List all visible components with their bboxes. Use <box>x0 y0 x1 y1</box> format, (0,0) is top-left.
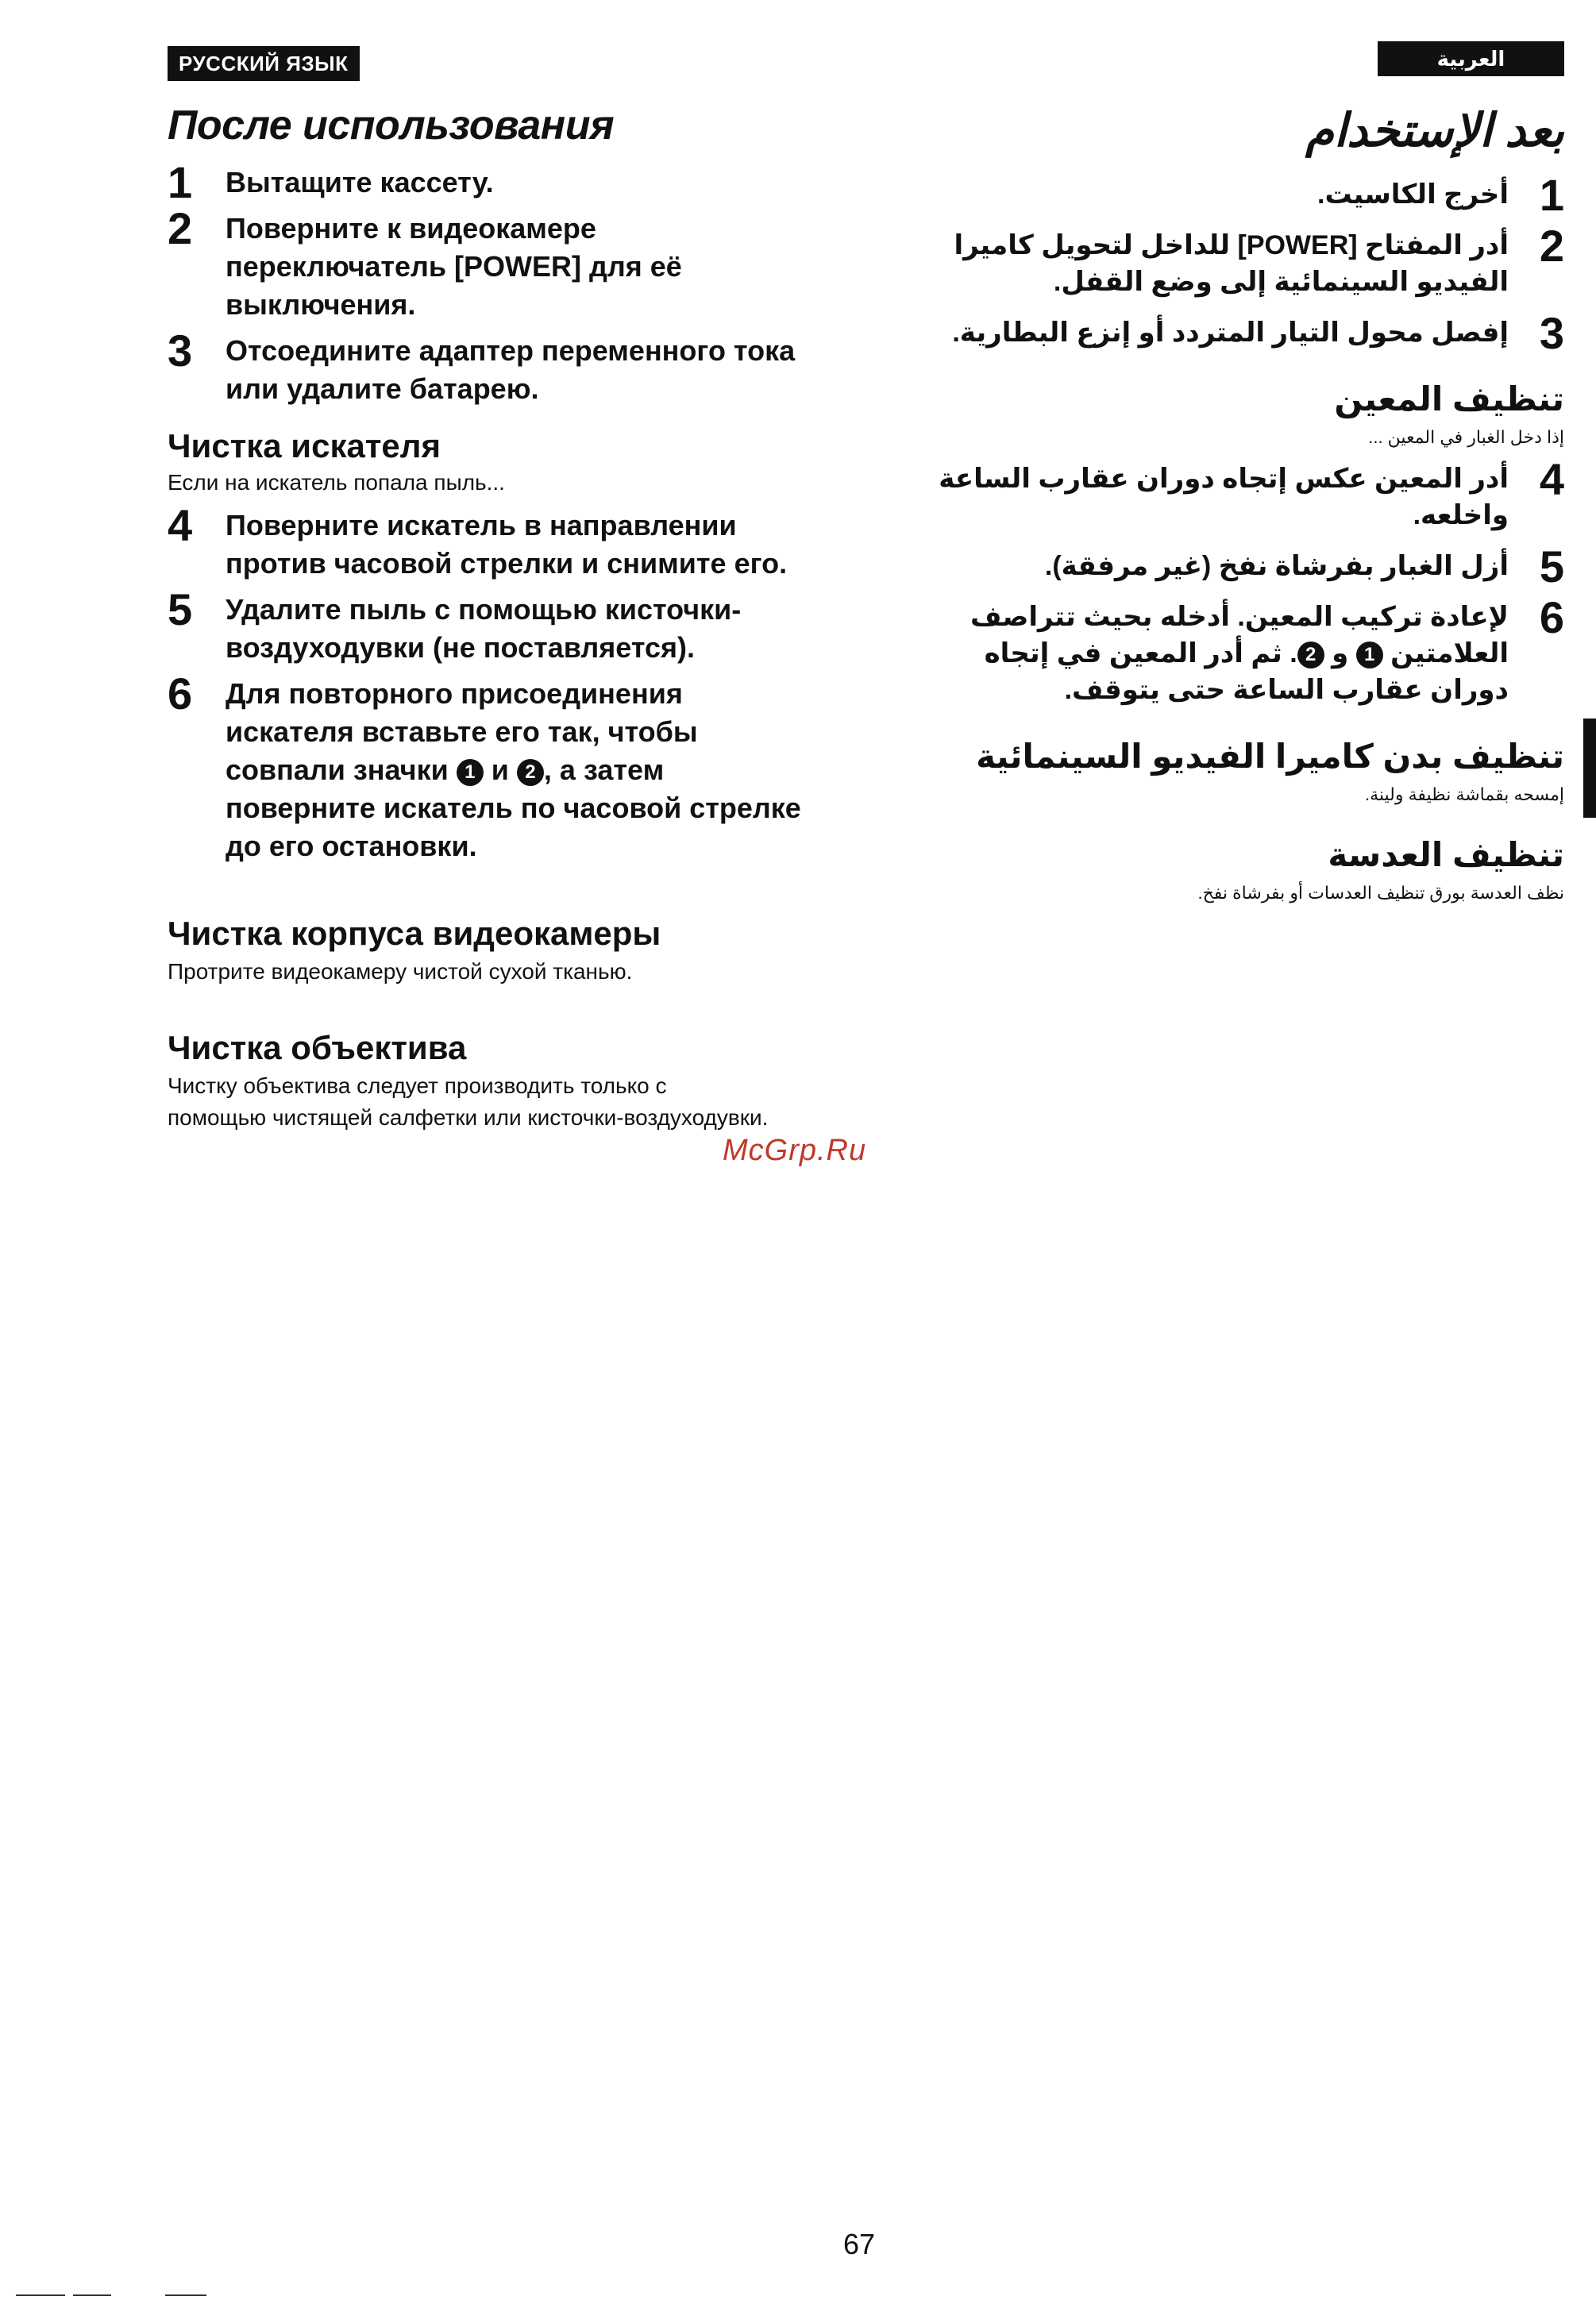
ar-body-text: إمسحه بقماشة نظيفة ولينة. <box>1364 784 1564 804</box>
step-text: Вытащите кассету. <box>226 166 494 198</box>
footer-rule <box>165 2294 206 2296</box>
step-number: 3 <box>168 326 193 376</box>
step-number: 6 <box>168 668 193 719</box>
ar-step-1 <box>929 170 1564 220</box>
ru-body-text: Протрите видеокамеру чистой сухой тканью. <box>168 959 633 984</box>
footer-rule <box>16 2294 65 2296</box>
step-text: أدر المفتاح [POWER] للداخل لتحويل كاميرا الفيديو السينمائية إلى وضع القفل. <box>954 230 1509 297</box>
step-text: Поверните искатель в направлении против часовой стрелки и снимите его. <box>226 509 788 580</box>
step-number: 1 <box>1539 170 1564 220</box>
mark-1-icon: 1 <box>457 759 484 786</box>
step-number: 4 <box>1539 454 1564 504</box>
ar-viewfinder-intro: إذا دخل الغبار في المعين ... <box>1368 427 1564 447</box>
watermark: McGrp.Ru <box>723 1134 867 1167</box>
step-text-pre: لإعادة تركيب المعين. أدخله بحيث تتراصف العلامتين <box>970 602 1509 668</box>
step-text: إفصل محول التيار المتردد أو إنزع البطارية. <box>952 318 1509 348</box>
mark-1-icon: 1 <box>1356 641 1383 668</box>
ru-lens-text: Чистку объектива следует производить только с помощью чистящей салфетки или кисточки-воздуходувки. <box>168 1073 769 1130</box>
step-number: 2 <box>168 203 193 253</box>
step-text: أزل الغبار بفرشاة نفخ (غير مرفقة). <box>1044 551 1509 581</box>
ar-step-2 <box>929 221 1564 300</box>
mark-2-icon: 2 <box>1297 641 1324 668</box>
step-text: أخرج الكاسيت. <box>1317 179 1509 210</box>
ar-step-3 <box>929 308 1564 358</box>
step-text: Удалите пыль с помощью кисточки-воздуходувки (не поставляется). <box>226 593 742 664</box>
step-number: 1 <box>168 157 193 207</box>
ar-lens-text: نظف العدسة بورق تنظيف العدسات أو بفرشاة نفخ. <box>1197 883 1564 903</box>
ru-viewfinder-heading: Чистка искателя <box>168 427 441 464</box>
side-tab-marker <box>1583 719 1596 818</box>
russian-language-tab: РУССКИЙ ЯЗЫК <box>168 46 360 81</box>
step-number: 5 <box>1539 541 1564 591</box>
ru-body-heading: Чистка корпуса видеокамеры <box>168 915 661 952</box>
ru-step-6 <box>168 668 819 865</box>
ru-page-title: После использования <box>168 102 615 148</box>
step-text: أدر المعين عكس إتجاه دوران عقارب الساعة واخلعه. <box>939 464 1509 530</box>
arabic-language-tab: العربية <box>1378 41 1564 76</box>
arabic-column <box>929 95 1564 905</box>
ar-body-heading: تنظيف بدن كاميرا الفيديو السينمائية <box>976 738 1564 775</box>
footer-rule <box>73 2294 111 2296</box>
ar-step-6 <box>929 592 1564 708</box>
ar-lens-heading: تنظيف العدسة <box>1328 836 1564 873</box>
step-text: Отсоедините адаптер переменного тока или удалите батарею. <box>226 334 796 405</box>
step-text-pre: Для повторного присоединения искателя вставьте его так, чтобы совпали значки <box>226 677 698 786</box>
ru-step-5 <box>168 584 819 667</box>
step-number: 4 <box>168 500 193 550</box>
page-number: 67 <box>843 2228 876 2260</box>
ru-step-1 <box>168 157 819 207</box>
step-text: Поверните к видеокамере переключатель [POWER] для её выключения. <box>226 212 682 321</box>
step-text-post: . ثم أدر المعين في إتجاه دوران عقارب الساعة حتى يتوقف. <box>984 638 1509 705</box>
ru-viewfinder-intro: Если на искатель попала пыль... <box>168 470 505 495</box>
step-text-post: , а затем поверните искатель по часовой стрелке до его остановки. <box>226 753 801 862</box>
step-number: 3 <box>1539 308 1564 358</box>
russian-column <box>168 95 819 1134</box>
ru-lens-heading: Чистка объектива <box>168 1029 467 1066</box>
ar-page-title: بعد الإستخدام <box>1305 105 1564 156</box>
step-number: 2 <box>1539 221 1564 271</box>
ar-step-5 <box>929 541 1564 591</box>
ru-step-2 <box>168 203 819 324</box>
ar-viewfinder-heading: تنظيف المعين <box>1334 380 1564 418</box>
ru-step-3 <box>168 326 819 408</box>
step-number: 5 <box>168 584 193 634</box>
mark-2-icon: 2 <box>517 759 544 786</box>
step-text-mid: و <box>1332 638 1349 668</box>
ru-step-4 <box>168 500 819 583</box>
step-number: 6 <box>1539 592 1564 642</box>
step-text-mid: и <box>491 753 509 786</box>
ar-step-4 <box>929 454 1564 534</box>
